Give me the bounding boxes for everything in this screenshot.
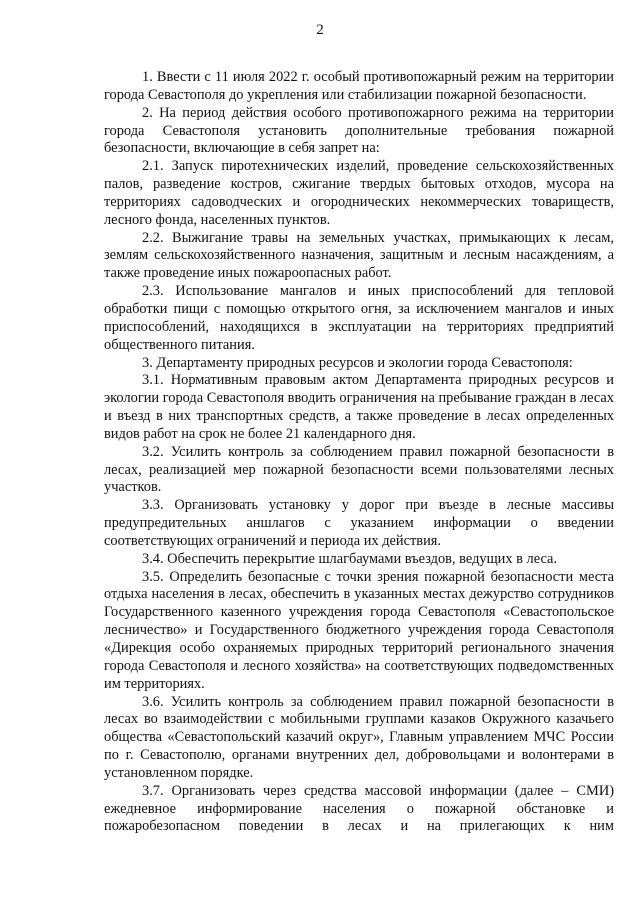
paragraph-1: 1. Ввести с 11 июля 2022 г. особый противопожарный режим на территории города Севастополя до укрепления или стабилизации пожарной безопасности. [104, 69, 614, 103]
document-body [104, 69, 614, 836]
paragraph-2: 2. На период действия особого противопожарного режима на территории города Севастополя установить дополнительные требования пожарной безопасности, включающие в себя запрет на: [104, 104, 614, 157]
paragraph-3-2: 3.2. Усилить контроль за соблюдением правил пожарной безопасности в лесах, реализацией мер пожарной безопасности всеми пользователями лесных участков. [104, 443, 614, 496]
paragraph-3-7: 3.7. Организовать через средства массовой информации (далее – СМИ) ежедневное информирование населения о пожарной обстановке и пожаробезопасном поведении в лесах и на прилегающих к ним [104, 782, 614, 835]
paragraph-3-6: 3.6. Усилить контроль за соблюдением правил пожарной безопасности в лесах во взаимодействии с мобильными группами казаков Окружного казачьего общества «Севастопольский казачий округ», Главным управлением МЧС России по г. Севастополю, органами внутренних дел, добровольцами и волонтерами в установленном порядке. [104, 693, 614, 781]
paragraph-3-3: 3.3. Организовать установку у дорог при въезде в лесные массивы предупредительных аншлагов с указанием информации о введении соответствующих ограничений и периода их действия. [104, 497, 614, 549]
paragraph-3: 3. Департаменту природных ресурсов и экологии города Севастополя: [142, 354, 573, 371]
paragraph-2-3: 2.3. Использование мангалов и иных приспособлений для тепловой обработки пищи с помощью открытого огня, за исключением мангалов и иных приспособлений, находящихся в эксплуатации на территориях предприятий общественного питания. [104, 283, 614, 353]
paragraph-3-4: 3.4. Обеспечить перекрытие шлагбаумами въездов, ведущих в леса. [142, 550, 558, 567]
paragraph-3-1: 3.1. Нормативным правовым актом Департамента природных ресурсов и экологии города Севастополя вводить ограничения на пребывание граждан в лесах и въезд в них транспортных средств, а также проведение в лесах определенных видов работ на срок не более 21 календарного дня. [104, 372, 614, 442]
page-number: 2 [316, 22, 324, 38]
paragraph-2-2: 2.2. Выжигание травы на земельных участках, примыкающих к лесам, землям сельскохозяйственного назначения, защитным и лесным насаждениям, а также проведение иных пожароопасных работ. [104, 229, 614, 282]
paragraph-2-1: 2.1. Запуск пиротехнических изделий, проведение сельскохозяйственных палов, разведение костров, сжигание твердых бытовых отходов, мусора на территориях садоводческих и огороднических некоммерческих товариществ, лесного фонда, населенных пунктов. [104, 158, 614, 228]
paragraph-3-5: 3.5. Определить безопасные с точки зрения пожарной безопасности места отдыха населения в лесах, обеспечить в указанных местах дежурство сотрудников Государственного казенного учреждения города Севастополя «Севастопольское лесничество» и Государственного бюджетного учреждения города Севастополя «Дирекция особо охраняемых природных территорий регионального значения города Севастополя и лесного хозяйства» на соответствующих подведомственных им территориях. [104, 568, 614, 692]
